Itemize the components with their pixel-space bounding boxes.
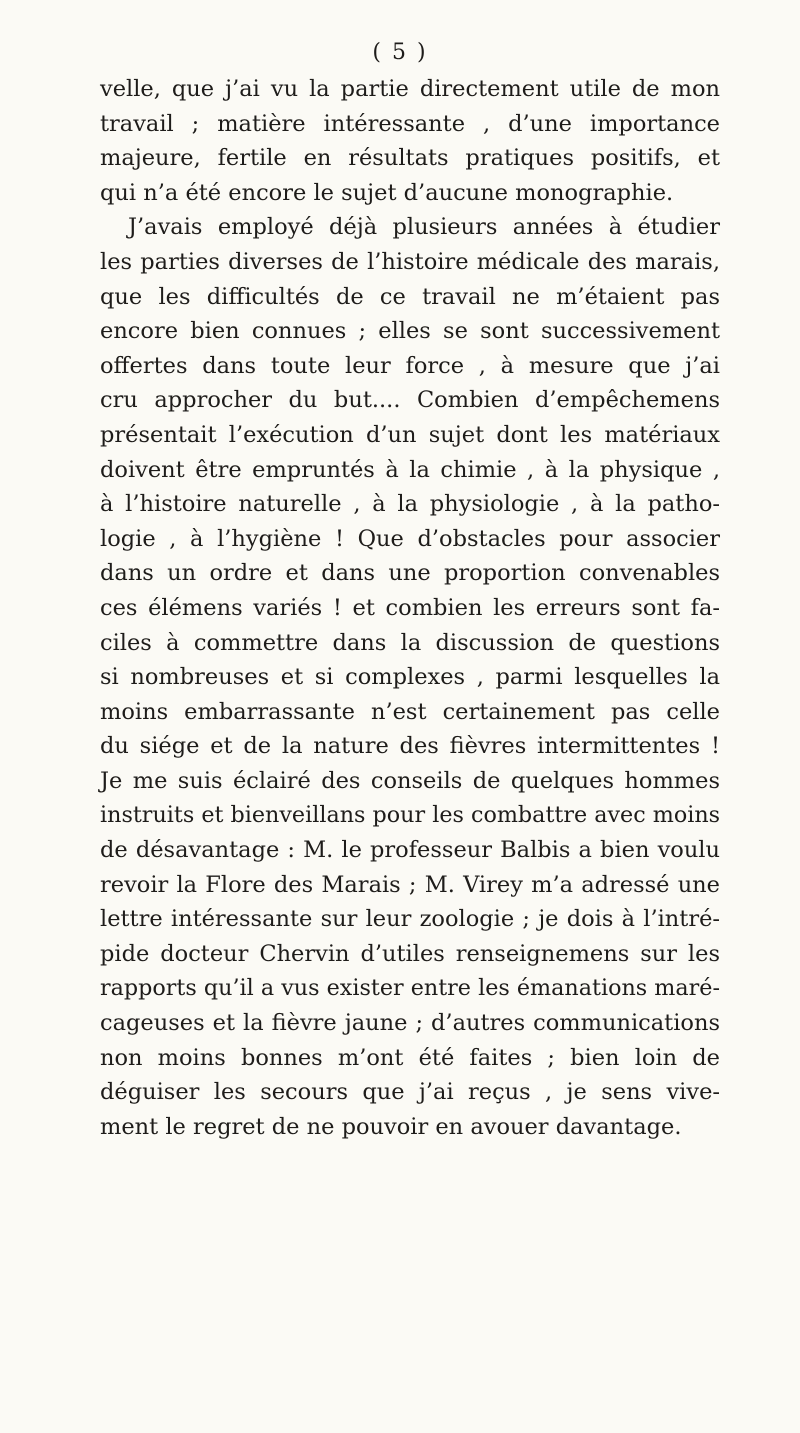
text-line: doivent être empruntés à la chimie , à la physique , — [100, 456, 720, 483]
text-line: qui n’a été encore le sujet d’aucune monographie. — [100, 179, 674, 206]
text-line: ment le regret de ne pouvoir en avouer davantage. — [100, 1113, 682, 1140]
text-line: non moins bonnes m’ont été faites ; bien loin de — [100, 1044, 720, 1071]
text-line: J’avais employé déjà plusieurs années à étudier — [128, 214, 720, 241]
text-line: Je me suis éclairé des conseils de quelques hommes — [100, 767, 720, 794]
text-line: rapports qu’il a vus exister entre les émanations maré- — [100, 975, 720, 1002]
text-line: à l’histoire naturelle , à la physiologie , à la patho- — [100, 491, 720, 518]
text-line: du siége et de la nature des fièvres intermittentes ! — [100, 733, 720, 760]
text-line: cageuses et la fièvre jaune ; d’autres communications — [100, 1010, 720, 1037]
text-line: présentait l’exécution d’un sujet dont les matériaux — [100, 421, 720, 448]
text-line: de désavantage : M. le professeur Balbis a bien voulu — [100, 837, 720, 864]
text-line: logie , à l’hygiène ! Que d’obstacles pour associer — [100, 525, 720, 552]
text-line: travail ; matière intéressante , d’une importance — [100, 110, 720, 137]
text-line: pide docteur Chervin d’utiles renseignemens sur les — [100, 940, 720, 967]
text-line: offertes dans toute leur force , à mesure que j’ai — [100, 352, 720, 379]
text-line: déguiser les secours que j’ai reçus , je sens vive- — [100, 1079, 720, 1106]
text-line: si nombreuses et si complexes , parmi lesquelles la — [100, 664, 720, 691]
text-line: encore bien connues ; elles se sont successivement — [100, 318, 720, 345]
text-line: velle, que j’ai vu la partie directement utile de mon — [100, 76, 720, 102]
text-line: instruits et bienveillans pour les combattre avec moins — [100, 802, 721, 829]
text-line: les parties diverses de l’histoire médicale des marais, — [100, 248, 720, 275]
text-line: lettre intéressante sur leur zoologie ; je dois à l’intré- — [100, 906, 720, 933]
page-number: ( 5 ) — [372, 40, 428, 65]
text-line: que les difficultés de ce travail ne m’étaient pas — [100, 283, 720, 310]
text-line: ces élémens variés ! et combien les erreurs sont fa- — [100, 594, 720, 621]
text-line: cru approcher du but.... Combien d’empêchemens — [100, 387, 720, 414]
text-line: dans un ordre et dans une proportion convenables — [100, 560, 720, 587]
text-line: moins embarrassante n’est certainement pas celle — [100, 698, 720, 725]
body-text — [100, 72, 720, 1144]
text-line: majeure, fertile en résultats pratiques positifs, et — [100, 145, 720, 172]
text-line: revoir la Flore des Marais ; M. Virey m’a adressé une — [100, 871, 720, 898]
text-line: ciles à commettre dans la discussion de questions — [100, 629, 720, 656]
